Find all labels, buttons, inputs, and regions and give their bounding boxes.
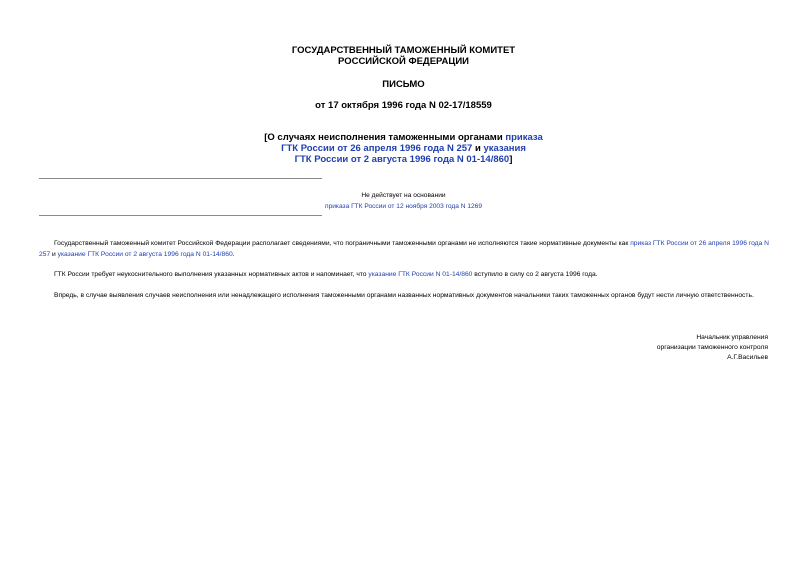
issuer-line-2: РОССИЙСКОЙ ФЕДЕРАЦИИ [337,56,469,67]
signature-position: Начальник управления [696,334,768,341]
subject-link-order-details[interactable]: ГТК России от 26 апреля 1996 года N 257 [281,143,473,154]
status-link-order-1269[interactable]: приказа ГТК России от 12 ноября 2003 года N 1269 [325,203,482,210]
subject-line-2 [0,143,807,154]
p1-link-instruction-860[interactable]: указание ГТК России от 2 августа 1996 года N 01-14/860 [57,250,233,258]
subject-line-1 [0,132,807,143]
status-divider-top [39,178,322,179]
subject-text-2: и [472,143,484,154]
issuer-heading [0,45,807,67]
body-paragraph-1 [39,239,769,260]
body-paragraph-2 [39,270,769,281]
body-paragraph-3: Впредь, в случае выявления случаев неисполнения или ненадлежащего исполнения таможенными органами названных нормативных документов начальники таких таможенных органов будут нести личную ответственность. [54,292,754,299]
subject-text-3: ] [509,154,513,165]
document-subject [0,132,807,165]
document-type: ПИСЬМО [382,79,425,90]
subject-text-1: [О случаях неисполнения таможенными органами [264,132,506,143]
p2-link-instruction-860[interactable]: указание ГТК России N 01-14/860 [368,271,473,278]
p1-text-2: и [50,250,58,258]
status-divider-bottom [39,215,322,216]
p1-text-1: Государственный таможенный комитет Российской Федерации располагает сведениями, что пограничными таможенными органами не исполняются такие нормативные документы как [54,240,631,247]
subject-link-order[interactable]: приказа [505,132,543,143]
issuer-line-1: ГОСУДАРСТВЕННЫЙ ТАМОЖЕННЫЙ КОМИТЕТ [291,45,516,56]
p2-text-1: ГТК России требует неукоснительного выполнения указанных нормативных актов и напоминает, что [54,271,369,278]
p1-link-order-257[interactable]: приказ ГТК России от 26 апреля 1996 года N 257 [39,240,770,258]
subject-line-3 [0,154,807,165]
status-note: Не действует на основании [361,192,446,199]
signature-department: организации таможенного контроля [656,344,768,351]
p1-text-3: . [232,250,235,258]
subject-link-instruction[interactable]: указания [483,143,526,154]
signature-name: А.Г.Васильев [727,354,768,361]
document-date: от 17 октября 1996 года N 02-17/18559 [315,100,492,111]
subject-link-instruction-details[interactable]: ГТК России от 2 августа 1996 года N 01-14/860 [294,154,510,165]
p2-text-2: вступило в силу со 2 августа 1996 года. [472,271,598,278]
status-note-line-2 [0,201,807,212]
